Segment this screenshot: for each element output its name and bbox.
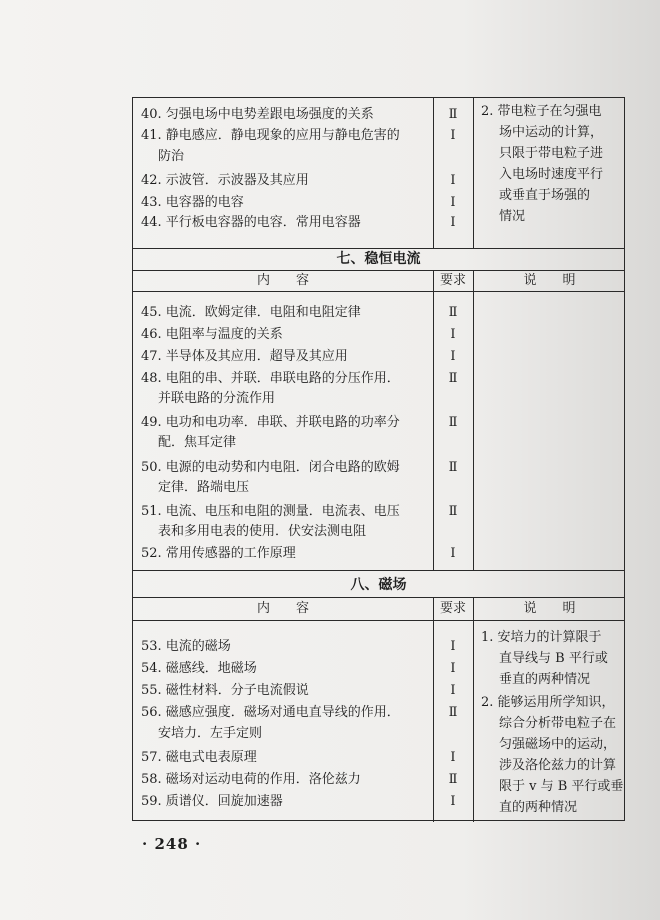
row-divider: [133, 291, 624, 292]
row-divider: [133, 570, 624, 571]
requirement-level: Ⅰ: [450, 173, 456, 188]
note-line: 场中运动的计算，: [499, 125, 604, 140]
note-line: 2. 能够运用所学知识，: [481, 695, 615, 710]
col-divider: [473, 270, 474, 570]
requirement-level: Ⅱ: [448, 460, 458, 475]
table-row-continuation: 防治: [158, 149, 185, 164]
row-divider: [133, 597, 624, 598]
note-line: 匀强磁场中的运动，: [499, 737, 617, 752]
row-divider: [133, 270, 624, 271]
note-line: 入电场时速度平行: [499, 167, 604, 182]
requirement-level: Ⅰ: [450, 215, 456, 230]
section-title: 八、磁场: [350, 577, 407, 593]
requirement-level: Ⅰ: [450, 661, 456, 676]
requirement-level: Ⅱ: [448, 504, 458, 519]
table-row: 40. 匀强电场中电势差跟电场强度的关系: [141, 107, 374, 122]
table-row: 46. 电阻率与温度的关系: [141, 327, 283, 342]
table-row: 57. 磁电式电表原理: [141, 750, 257, 765]
table-row: 59. 质谱仪．回旋加速器: [141, 794, 283, 809]
requirement-level: Ⅱ: [448, 305, 458, 320]
table-row: 52. 常用传感器的工作原理: [141, 546, 296, 561]
table-row: 54. 磁感线．地磁场: [141, 661, 257, 676]
requirement-level: Ⅱ: [448, 371, 458, 386]
table-row: 43. 电容器的电容: [141, 195, 244, 210]
table-row: 47. 半导体及其应用．超导及其应用: [141, 349, 348, 364]
table-row-continuation: 定律．路端电压: [158, 480, 250, 495]
column-header: 说 明: [523, 601, 576, 616]
note-line: 或垂直于场强的: [499, 188, 591, 203]
table-row: 48. 电阻的串、并联．串联电路的分压作用．: [141, 371, 400, 386]
column-header: 内 容: [256, 273, 309, 288]
table-row-continuation: 安培力．左手定则: [158, 726, 263, 741]
section-title: 七、稳恒电流: [336, 251, 421, 267]
requirement-level: Ⅰ: [450, 349, 456, 364]
note-line: 2. 带电粒子在匀强电: [481, 104, 602, 119]
col-divider: [473, 597, 474, 822]
note-line: 涉及洛伦兹力的计算: [499, 758, 617, 773]
table-row: 45. 电流．欧姆定律．电阻和电阻定律: [141, 305, 361, 320]
table-row: 41. 静电感应．静电现象的应用与静电危害的: [141, 128, 400, 143]
note-line: 直导线与 B 平行或: [499, 651, 608, 666]
requirement-level: Ⅰ: [450, 750, 456, 765]
note-line: 直的两种情况: [499, 800, 578, 815]
table-row: 56. 磁感应强度．磁场对通电直导线的作用．: [141, 705, 400, 720]
requirement-level: Ⅱ: [448, 415, 458, 430]
requirement-level: Ⅰ: [450, 546, 456, 561]
table-row: 49. 电功和电功率．串联、并联电路的功率分: [141, 415, 400, 430]
table-row-continuation: 配．焦耳定律: [158, 435, 237, 450]
column-header: 要求: [439, 601, 466, 616]
requirement-level: Ⅰ: [450, 195, 456, 210]
table-row: 50. 电源的电动势和内电阻．闭合电路的欧姆: [141, 460, 400, 475]
note-line: 1. 安培力的计算限于: [481, 630, 602, 645]
requirement-level: Ⅰ: [450, 327, 456, 342]
row-divider: [133, 620, 624, 621]
table-row: 53. 电流的磁场: [141, 639, 231, 654]
note-line: 只限于带电粒子进: [499, 146, 604, 161]
syllabus-table: [132, 97, 625, 821]
col-divider: [473, 98, 474, 248]
table-row: 44. 平行板电容器的电容．常用电容器: [141, 215, 361, 230]
requirement-level: Ⅰ: [450, 683, 456, 698]
requirement-level: Ⅱ: [448, 705, 458, 720]
requirement-level: Ⅰ: [450, 794, 456, 809]
requirement-level: Ⅰ: [450, 128, 456, 143]
note-line: 垂直的两种情况: [499, 672, 591, 687]
table-row-continuation: 并联电路的分流作用: [158, 391, 276, 406]
note-line: 综合分析带电粒子在: [499, 716, 617, 731]
column-header: 要求: [439, 273, 466, 288]
requirement-level: Ⅰ: [450, 639, 456, 654]
table-row: 42. 示波管．示波器及其应用: [141, 173, 309, 188]
table-row: 58. 磁场对运动电荷的作用．洛伦兹力: [141, 772, 361, 787]
table-row: 55. 磁性材料．分子电流假说: [141, 683, 309, 698]
note-line: 限于 v 与 B 平行或垂: [499, 779, 624, 794]
page-number: · 248 ·: [142, 835, 202, 853]
column-header: 内 容: [256, 601, 309, 616]
column-header: 说 明: [523, 273, 576, 288]
requirement-level: Ⅱ: [448, 107, 458, 122]
note-line: 情况: [499, 209, 526, 224]
table-row: 51. 电流、电压和电阻的测量．电流表、电压: [141, 504, 400, 519]
table-row-continuation: 表和多用电表的使用．伏安法测电阻: [158, 524, 367, 539]
requirement-level: Ⅱ: [448, 772, 458, 787]
row-divider: [133, 248, 624, 249]
